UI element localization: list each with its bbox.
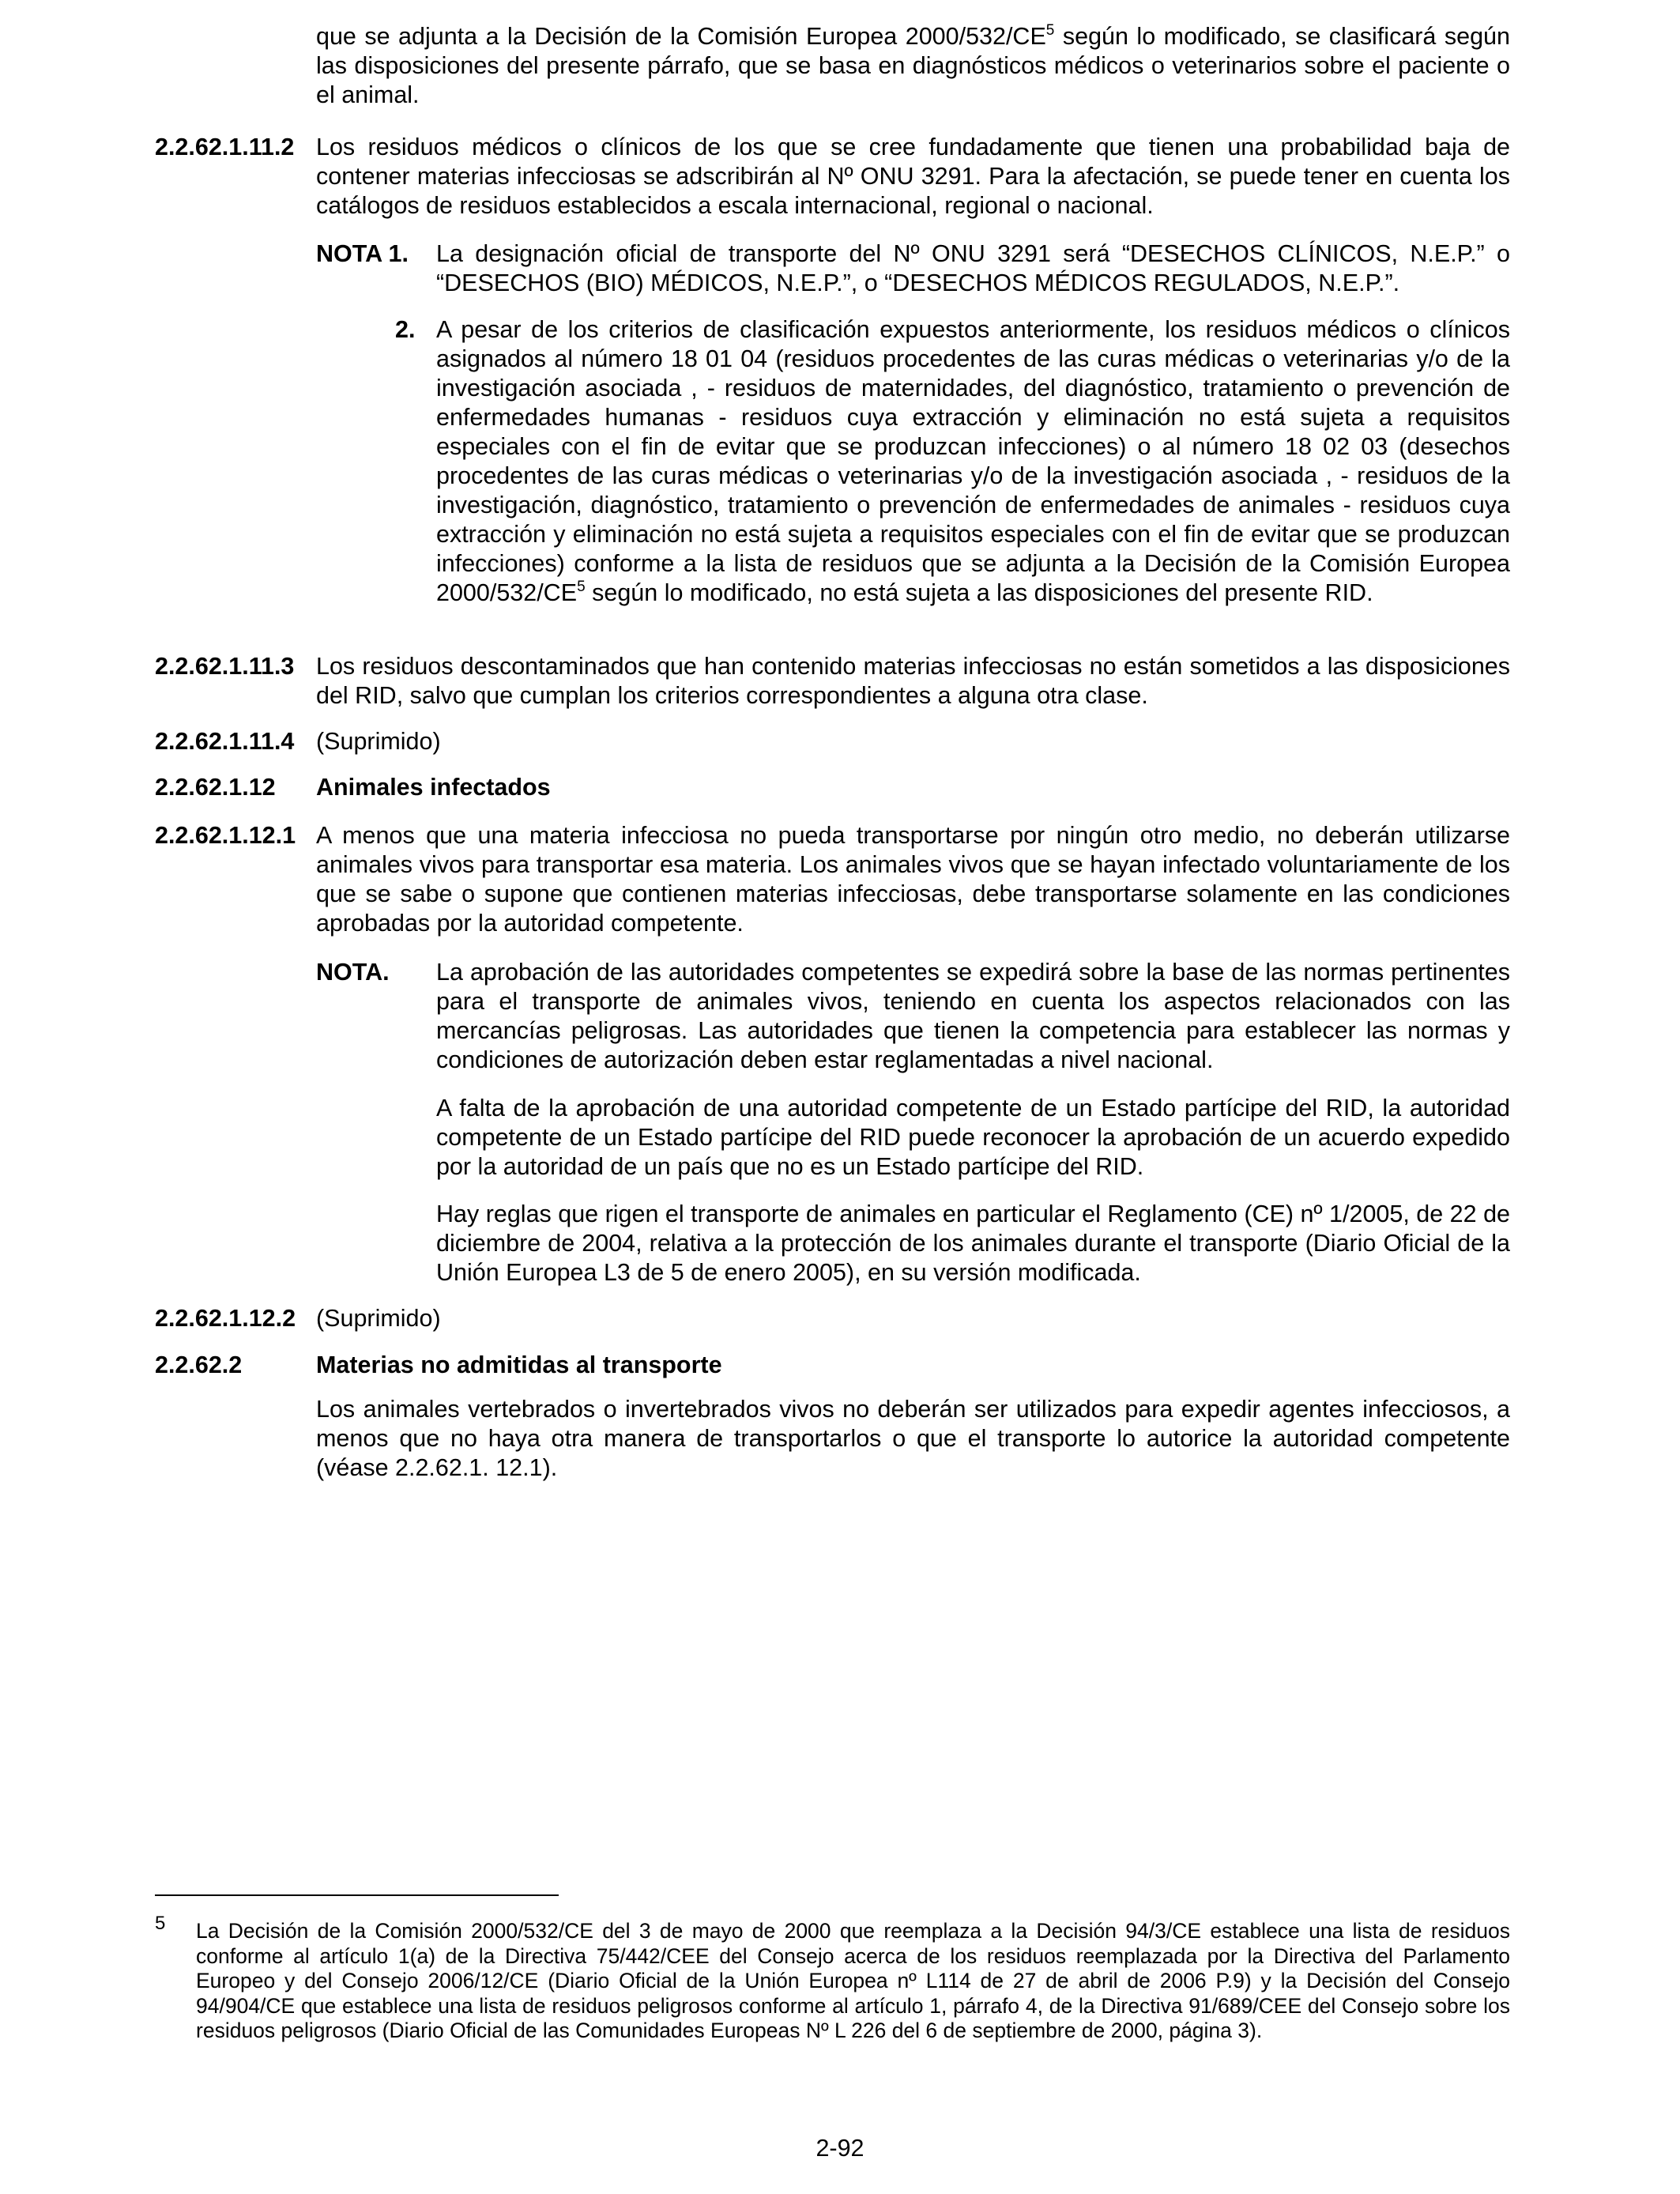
section-heading: Animales infectados	[316, 774, 551, 801]
section-text: Los animales vertebrados o invertebrados vivos no deberán ser utilizados para expedir agentes infecciosos, a menos que no haya otra manera de transportarlos o que el transporte lo autorice la autoridad competente (véase 2.2.62.1. 12.1).	[316, 1396, 1510, 1481]
section-number: 2.2.62.1.12.1	[155, 822, 296, 849]
note-paragraph: La aprobación de las autoridades competentes se expedirá sobre la base de las normas pertinentes para el transporte de animales vivos, teniendo en cuenta los aspectos relacionados con las mercancías peligrosas. Las autoridades que tienen la competencia para establecer las normas y condiciones de autorización deben estar reglamentadas a nivel nacional.	[436, 959, 1510, 1073]
section-number: 2.2.62.1.12.2	[155, 1305, 296, 1332]
section-number: 2.2.62.2	[155, 1351, 243, 1378]
note-text-part: según lo modificado, no está sujeta a las disposiciones del presente RID.	[585, 579, 1373, 606]
note-paragraph: A falta de la aprobación de una autoridad competente de un Estado partícipe del RID, la autoridad competente de un Estado partícipe del RID puede reconocer la aprobación de un acuerdo expedido por la autoridad de un país que no es un Estado partícipe del RID.	[436, 1095, 1510, 1180]
section-text: (Suprimido)	[316, 728, 441, 755]
paragraph-text: según lo modificado, se clasificará según las disposiciones del presente párrafo, que se basa en diagnósticos médicos o veterinarios sobre el paciente o el animal.	[316, 23, 1510, 108]
section-number: 2.2.62.1.11.2	[155, 134, 295, 160]
section-number: 2.2.62.1.11.4	[155, 728, 295, 755]
note-text-part: A pesar de los criterios de clasificación expuestos anteriormente, los residuos médicos o clínicos asignados al número 18 01 04 (residuos procedentes de las curas médicas o veterinarias y/o de la investigación asociada , - residuos de maternidades, del diagnóstico, tratamiento o prevención de enfermedades humanas - residuos cuya extracción y eliminación no está sujeta a requisitos especiales con el fin de evitar que se produzcan infecciones) o al número 18 02 03 (desechos procedentes de las curas médicas o veterinarias y/o de la investigación asociada , - residuos de la investigación, diagnóstico, tratamiento o prevención de enfermedades de animales - residuos cuya extracción y eliminación no está sujeta a requisitos especiales con el fin de evitar que se produzcan infecciones) conforme a la lista de residuos que se adjunta a la Decisión de la Comisión Europea 2000/532/CE	[436, 316, 1510, 606]
note-text	[436, 315, 1510, 608]
footnote-separator	[155, 1894, 559, 1896]
note-label: NOTA 1.	[316, 240, 409, 267]
section-text: Los residuos médicos o clínicos de los que se cree fundadamente que tienen una probabilidad baja de contener materias infecciosas se adscribirán al Nº ONU 3291. Para la afectación, se puede tener en cuenta los catálogos de residuos establecidos a escala internacional, regional o nacional.	[316, 134, 1510, 219]
note-label: 2.	[395, 316, 416, 343]
paragraph-text: que se adjunta a la Decisión de la Comisión Europea 2000/532/CE	[316, 23, 1046, 50]
page-number: 2-92	[816, 2135, 864, 2162]
footnote-reference[interactable]: 5	[577, 579, 586, 595]
note-label: NOTA.	[316, 959, 390, 986]
section-heading: Materias no admitidas al transporte	[316, 1351, 722, 1378]
section-text: (Suprimido)	[316, 1305, 441, 1332]
section-text: Los residuos descontaminados que han contenido materias infecciosas no están sometidos a las disposiciones del RID, salvo que cumplan los criterios correspondientes a alguna otra clase.	[316, 653, 1510, 709]
section-text: A menos que una materia infecciosa no pueda transportarse por ningún otro medio, no deberán utilizarse animales vivos para transportar esa materia. Los animales vivos que se hayan infectado voluntariamente de los que se sabe o supone que contienen materias infecciosas, debe transportarse solamente en las condiciones aprobadas por la autoridad competente.	[316, 822, 1510, 937]
footnote-mark: 5	[155, 1913, 166, 1934]
section-number: 2.2.62.1.12	[155, 774, 276, 801]
note-text: La designación oficial de transporte del Nº ONU 3291 será “DESECHOS CLÍNICOS, N.E.P.” o “DESECHOS (BIO) MÉDICOS, N.E.P.”, o “DESECHOS MÉDICOS REGULADOS, N.E.P.”.	[436, 240, 1510, 296]
note-paragraph: Hay reglas que rigen el transporte de animales en particular el Reglamento (CE) nº 1/2005, de 22 de diciembre de 2004, relativa a la protección de los animales durante el transporte (Diario Oficial de la Unión Europea L3 de 5 de enero 2005), en su versión modificada.	[436, 1201, 1511, 1286]
section-number: 2.2.62.1.11.3	[155, 653, 295, 680]
continuation-paragraph	[316, 22, 1510, 110]
footnote-text: La Decisión de la Comisión 2000/532/CE del 3 de mayo de 2000 que reemplaza a la Decisión 94/3/CE establece una lista de residuos conforme al artículo 1(a) de la Directiva 75/442/CEE del Consejo acerca de los residuos reemplazada por la Directiva del Parlamento Europeo y del Consejo 2006/12/CE (Diario Oficial de la Unión Europea nº L114 de 27 de abril de 2006 P.9) y la Decisión del Consejo 94/904/CE que establece una lista de residuos peligrosos conforme al artículo 1, párrafo 4, de la Directiva 91/689/CEE del Consejo sobre los residuos peligrosos (Diario Oficial de las Comunidades Europeas Nº L 226 del 6 de septiembre de 2000, página 3).	[196, 1919, 1510, 2043]
footnote-reference[interactable]: 5	[1045, 22, 1055, 39]
